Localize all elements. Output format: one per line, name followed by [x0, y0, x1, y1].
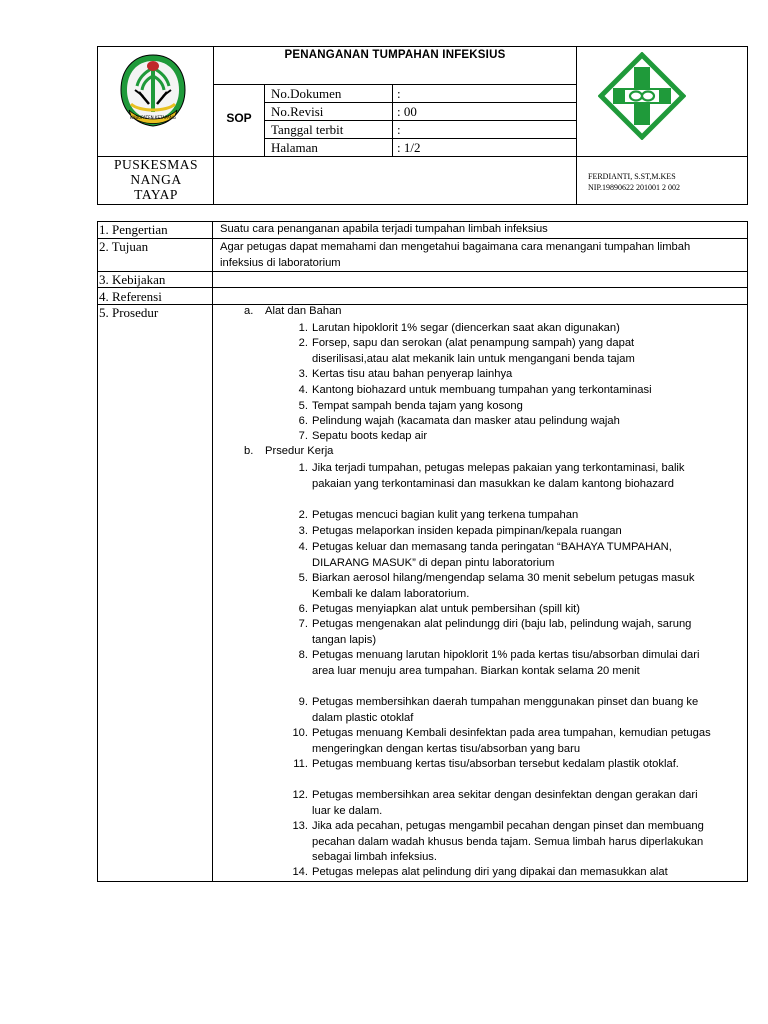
- signer-name: FERDIANTI, S.ST,M.KES: [588, 172, 676, 181]
- document-title: PENANGANAN TUMPAHAN INFEKSIUS: [284, 49, 506, 61]
- subsection-a-marker: a.: [244, 305, 254, 317]
- puskesmas-logo: [598, 52, 686, 140]
- section-prosedur-label: 5. Prosedur: [99, 305, 159, 320]
- section-tujuan-label: 2. Tujuan: [99, 239, 149, 254]
- section-referensi-label: 4. Referensi: [99, 289, 162, 304]
- subsection-b-title: Prsedur Kerja: [265, 445, 334, 457]
- organization-name: [98, 157, 214, 202]
- section-tujuan-text: Agar petugas dapat memahami dan mengetahui bagaimana cara menangani tumpahan limbah infeksius di laboratorium: [220, 241, 691, 269]
- meta-doc-number-value: :: [397, 86, 401, 101]
- meta-issue-date-value: :: [397, 122, 401, 137]
- section-pengertian-text: Suatu cara penanganan apabila terjadi tumpahan limbah infeksius: [220, 223, 548, 235]
- signer-nip: NIP.19890622 201001 2 002: [588, 183, 681, 192]
- emblem-ribbon-text: KABUPATEN KETAPANG: [130, 115, 176, 120]
- signer-block: [588, 171, 768, 193]
- meta-page-label: Halaman: [271, 140, 318, 155]
- meta-page-value: : 1/2: [397, 140, 421, 155]
- meta-issue-date-label: Tanggal terbit: [271, 122, 344, 137]
- regency-emblem-icon: [117, 52, 189, 128]
- org-line-2: NANGA: [130, 172, 182, 187]
- meta-revision-label: No.Revisi: [271, 104, 324, 119]
- org-line-3: TAYAP: [134, 187, 178, 202]
- meta-revision-value: : 00: [397, 104, 417, 119]
- meta-doc-number-label: No.Dokumen: [271, 86, 342, 101]
- section-pengertian-label: 1. Pengertian: [99, 222, 168, 237]
- subsection-a-title: Alat dan Bahan: [265, 305, 342, 317]
- section-kebijakan-label: 3. Kebijakan: [99, 272, 166, 287]
- regency-emblem: [117, 52, 189, 128]
- sop-label: SOP: [226, 111, 252, 125]
- org-line-1: PUSKESMAS: [113, 157, 199, 172]
- puskesmas-cross-icon: [598, 52, 686, 140]
- subsection-b-marker: b.: [244, 445, 254, 457]
